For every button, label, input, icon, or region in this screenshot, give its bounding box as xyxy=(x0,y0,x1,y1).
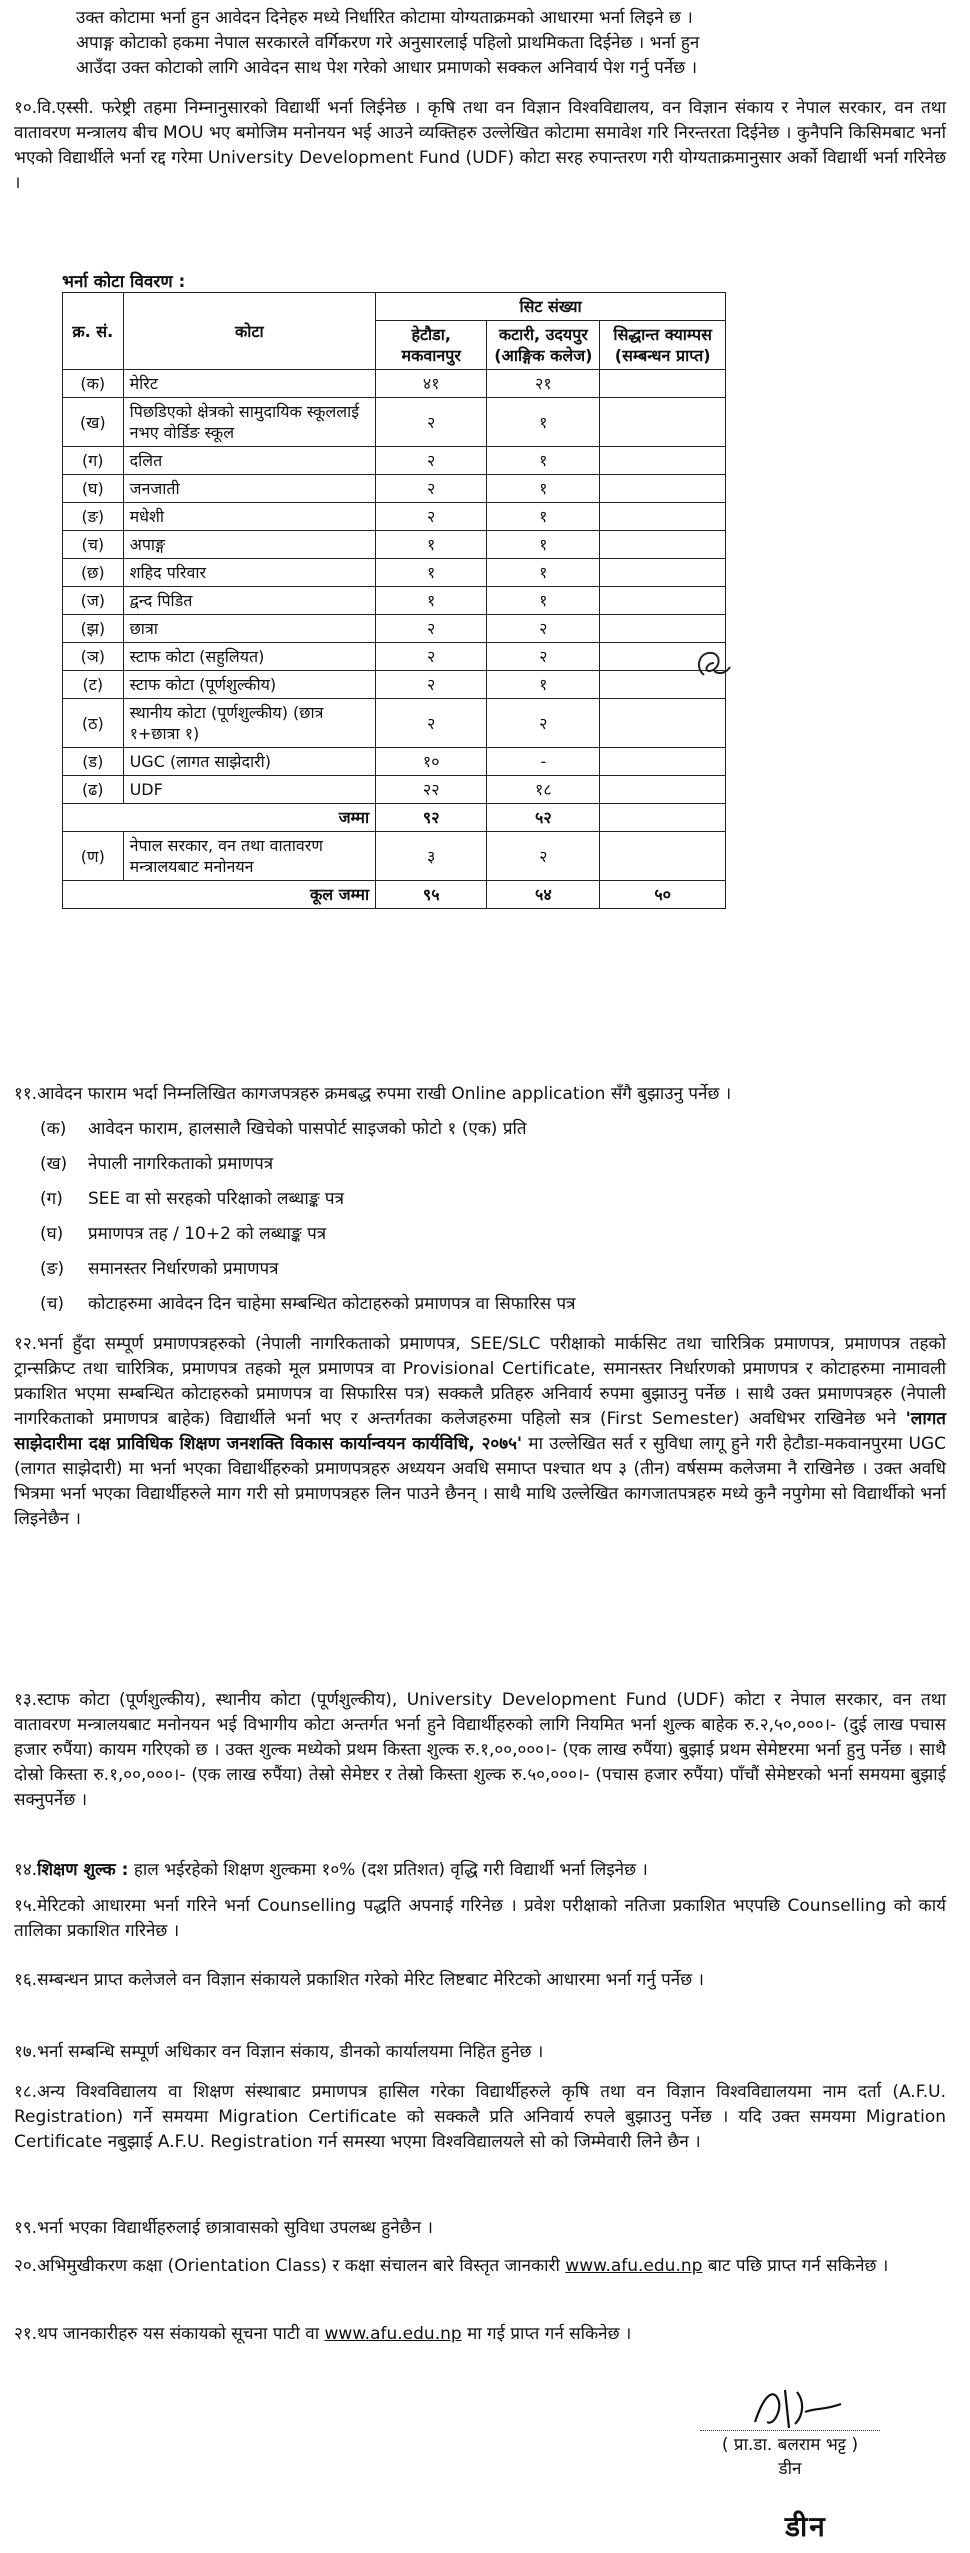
section-18 xyxy=(0,2080,970,2155)
section-19-text: भर्ना भएका विद्यार्थीहरुलाई छात्रावासको सुविधा उपलब्ध हुनेछैन । xyxy=(37,2218,433,2238)
row-katari: १ xyxy=(487,531,600,559)
row-sn: (घ) xyxy=(63,475,124,503)
extra-siddhanta xyxy=(600,832,726,881)
row-quota-name: स्टाफ कोटा (पूर्णशुल्कीय) xyxy=(123,671,376,699)
row-quota-name: मेरिट xyxy=(123,370,376,398)
section-19-number: १९. xyxy=(14,2218,38,2238)
list-item-label: (घ) xyxy=(40,1224,64,1244)
extra-hetauda: ३ xyxy=(376,832,487,881)
list-item-label: (ङ) xyxy=(40,1259,65,1279)
row-quota-name: जनजाती xyxy=(123,475,376,503)
row-sn: (ङ) xyxy=(63,503,124,531)
row-katari: १ xyxy=(487,503,600,531)
row-sn: (ट) xyxy=(63,671,124,699)
row-sn: (ठ) xyxy=(63,699,124,748)
section-10-text: वि.एस्सी. फरेष्ट्री तहमा निम्नानुसारको विद्यार्थी भर्ना लिईनेछ । कृषि तथा वन विज्ञान विश्वविद्यालय, वन विज्ञान संकाय र नेपाल सरकार, वन तथा वातावरण मन्त्रालय बीच MOU भए बमोजिम मनोनयन भई आउने व्यक्तिहरु उल्लेखित कोटामा समावेश गरि निरन्तरता दिईनेछ । कुनैपनि किसिमबाट भर्ना भएको विद्यार्थीले भर्ना रद्द गरेमा University Development Fund (UDF) कोटा सरह रुपान्तरण गरी योग्यताक्रमानुसार अर्को विद्यार्थी भर्ना गरिनेछ । xyxy=(14,98,946,193)
section-13 xyxy=(0,1688,970,1813)
section-11-text: आवेदन फाराम भर्दा निम्नलिखित कागजपत्रहरु क्रमबद्ध रुपमा राखी Online application सँगै बुझाउनु पर्नेछ । xyxy=(37,1084,732,1104)
row-quota-name: द्वन्द पिडित xyxy=(123,587,376,615)
section-15-text: मेरिटको आधारमा भर्ना गरिने भर्ना Counselling पद्धति अपनाई गरिनेछ । प्रवेश परीक्षाको नतिजा प्रकाशित भएपछि Counselling को कार्य तालिका प्रकाशित गरिनेछ । xyxy=(14,1896,946,1941)
list-item-label: (क) xyxy=(40,1119,67,1139)
signatory-name: ( प्रा.डा. बलराम भट्ट ) xyxy=(721,2435,859,2455)
section-16-number: १६. xyxy=(14,1970,38,1990)
section-11 xyxy=(0,1082,970,1327)
quota-extra-row xyxy=(63,832,726,881)
section-14-text: हाल भईरहेको शिक्षण शुल्कमा १०% (दश प्रतिशत) वृद्धि गरी विद्यार्थी भर्ना लिइनेछ । xyxy=(128,1860,648,1880)
header-hetauda: हेटौडा, मकवानपुर xyxy=(376,321,487,370)
row-sn: (क) xyxy=(63,370,124,398)
section-20-number: २०. xyxy=(14,2256,38,2276)
quota-subtotal-row xyxy=(63,804,726,832)
table-row xyxy=(63,503,726,531)
row-katari: २ xyxy=(487,615,600,643)
row-hetauda: २ xyxy=(376,699,487,748)
intro-paragraph xyxy=(0,6,970,81)
section-12-number: १२. xyxy=(14,1334,38,1354)
row-sn: (ड) xyxy=(63,748,124,776)
section-21-number: २१. xyxy=(14,2324,38,2344)
row-hetauda: १० xyxy=(376,748,487,776)
table-row xyxy=(63,699,726,748)
list-item-text: समानस्तर निर्धारणको प्रमाणपत्र xyxy=(88,1259,279,1279)
table-row xyxy=(63,447,726,475)
header-siddhanta: सिद्धान्त क्याम्पस (सम्बन्धन प्राप्त) xyxy=(600,321,726,370)
extra-katari: २ xyxy=(487,832,600,881)
table-row xyxy=(63,475,726,503)
row-hetauda: २ xyxy=(376,398,487,447)
list-item-text: नेपाली नागरिकताको प्रमाणपत्र xyxy=(88,1154,274,1174)
row-sn: (ज) xyxy=(63,587,124,615)
header-seats: सिट संख्या xyxy=(376,293,726,321)
row-katari: २ xyxy=(487,643,600,671)
table-row xyxy=(63,398,726,447)
row-katari: १ xyxy=(487,671,600,699)
row-siddhanta xyxy=(600,559,726,587)
section-21-text-b: मा गई प्राप्त गर्न सकिनेछ । xyxy=(461,2324,632,2344)
intro-line-2: अपाङ्ग कोटाको हकमा नेपाल सरकारले वर्गिकरण गरे अनुसारलाई पहिलो प्राथमिकता दिईनेछ । भर्ना हुन xyxy=(76,33,700,53)
quota-title: भर्ना कोटा विवरण : xyxy=(62,272,186,292)
list-item xyxy=(40,1187,970,1212)
list-item xyxy=(40,1222,970,1247)
quota-table-wrap xyxy=(0,292,726,909)
section-12-text-a: भर्ना हुँदा सम्पूर्ण प्रमाणपत्रहरुको (नेपाली नागरिकताको प्रमाणपत्र, SEE/SLC परीक्षाको मार्कसिट तथा चारित्रिक प्रमाणपत्र, प्रमाणपत्र तहको ट्रान्सक्रिप्ट तथा चारित्रिक, प्रमाणपत्र तहको मूल प्रमाणपत्र वा Provisional Certificate, समानस्तर निर्धारणको प्रमाणपत्र र कोटाहरुमा नामावली प्रकाशित भएमा सम्बन्धित कोटाहरुको प्रमाणपत्र वा सिफारिस पत्र) सक्कलै प्रतिहरु अनिवार्य रुपमा बुझाउनु पर्नेछ । साथै उक्त प्रमाणपत्रहरु (नेपाली नागरिकताको प्रमाणपत्र बाहेक) विद्यार्थीले भर्ना भए र अन्तर्गतका कलेजहरुमा पहिलो सत्र (First Semester) अवधिभर राखिनेछ भने xyxy=(14,1334,946,1429)
intro-line-3: आउँदा उक्त कोटाको लागि आवेदन साथ पेश गरेको आधार प्रमाणको सक्कल अनिवार्य पेश गर्नु पर्नेछ । xyxy=(76,58,698,78)
intro-line-1: उक्त कोटामा भर्ना हुन आवेदन दिनेहरु मध्ये निर्धारित कोटामा योग्यताक्रमको आधारमा भर्ना लिइने छ । xyxy=(76,8,693,28)
list-item-text: SEE वा सो सरहको परिक्षाको लब्धाङ्क पत्र xyxy=(88,1189,344,1209)
stamp-text: डीन xyxy=(785,2510,827,2543)
section-18-text: अन्य विश्वविद्यालय वा शिक्षण संस्थाबाट प्रमाणपत्र हासिल गरेका विद्यार्थीहरुले कृषि तथा वन विज्ञान विश्वविद्यालयमा नाम दर्ता (A.F.U. Registration) गर्ने समयमा Migration Certificate को सक्कलै प्रति अनिवार्य रुपले बुझाउनु पर्नेछ । यदि उक्त समयमा Migration Certificate नबुझाई A.F.U. Registration गर्न समस्या भएमा विश्वविद्यालयले सो को जिम्मेवारी लिने छैन । xyxy=(14,2082,946,2152)
list-item-label: (ख) xyxy=(40,1154,68,1174)
row-katari: १ xyxy=(487,447,600,475)
row-sn: (च) xyxy=(63,531,124,559)
row-sn: (ग) xyxy=(63,447,124,475)
row-siddhanta xyxy=(600,370,726,398)
list-item-text: प्रमाणपत्र तह / 10+2 को लब्धाङ्क पत्र xyxy=(88,1224,327,1244)
subtotal-hetauda: ९२ xyxy=(376,804,487,832)
row-hetauda: १ xyxy=(376,531,487,559)
table-row xyxy=(63,370,726,398)
table-row xyxy=(63,643,726,671)
row-katari: - xyxy=(487,748,600,776)
row-hetauda: २२ xyxy=(376,776,487,804)
section-14-label: शिक्षण शुल्क : xyxy=(37,1860,129,1880)
table-row xyxy=(63,615,726,643)
header-quota: कोटा xyxy=(123,293,376,370)
section-21-website-link[interactable]: www.afu.edu.np xyxy=(324,2324,462,2344)
total-katari: ५४ xyxy=(487,881,600,909)
section-16 xyxy=(0,1968,970,1993)
subtotal-label: जम्मा xyxy=(63,804,376,832)
row-quota-name: स्टाफ कोटा (सहुलियत) xyxy=(123,643,376,671)
quota-total-row xyxy=(63,881,726,909)
signatory-title: डीन xyxy=(778,2459,802,2479)
section-19 xyxy=(0,2216,970,2241)
row-hetauda: २ xyxy=(376,643,487,671)
row-hetauda: २ xyxy=(376,503,487,531)
list-item-text: कोटाहरुमा आवेदन दिन चाहेमा सम्बन्धित कोटाहरुको प्रमाणपत्र वा सिफारिस पत्र xyxy=(88,1294,576,1314)
section-12 xyxy=(0,1332,970,1532)
list-item xyxy=(40,1152,970,1177)
section-12-text-b: मा उल्लेखित सर्त र सुविधा लागू हुने गरी हेटौडा-मकवानपुरमा UGC (लागत साझेदारी) मा भर्ना भएका विद्यार्थीहरुको प्रमाणपत्रहरु अध्ययन अवधि समाप्त पश्चात थप ३ (तीन) वर्षसम्म कलेजमा नै राखिनेछ । उक्त अवधि भित्रमा भर्ना भएका विद्यार्थीहरुले माग गरी सो प्रमाणपत्रहरु लिन पाउने छैनन् । साथै माथि उल्लेखित कागजातपत्रहरु मध्ये कुनै नपुगेमा सो विद्यार्थीको भर्ना लिइनेछैन । xyxy=(14,1434,946,1529)
row-quota-name: अपाङ्ग xyxy=(123,531,376,559)
list-item xyxy=(40,1292,970,1317)
table-row xyxy=(63,531,726,559)
list-item-text: आवेदन फाराम, हालसालै खिचेको पासपोर्ट साइजको फोटो १ (एक) प्रति xyxy=(88,1119,527,1139)
row-katari: २ xyxy=(487,699,600,748)
section-13-number: १३. xyxy=(14,1690,38,1710)
section-10-number: १०. xyxy=(14,98,38,118)
quota-rows xyxy=(63,370,726,804)
header-sn: क्र. सं. xyxy=(63,293,124,370)
section-20-website-link[interactable]: www.afu.edu.np xyxy=(565,2256,703,2276)
row-quota-name: शहिद परिवार xyxy=(123,559,376,587)
row-siddhanta xyxy=(600,748,726,776)
list-item-label: (च) xyxy=(40,1294,65,1314)
table-row xyxy=(63,559,726,587)
row-sn: (छ) xyxy=(63,559,124,587)
section-12-bold-text: 'लागत साझेदारीमा दक्ष प्राविधिक शिक्षण जनशक्ति विकास कार्यान्वयन कार्यविधि, २०७५' xyxy=(14,1409,946,1454)
row-katari: १ xyxy=(487,398,600,447)
row-quota-name: छात्रा xyxy=(123,615,376,643)
document-list xyxy=(40,1117,970,1317)
section-16-text: सम्बन्धन प्राप्त कलेजले वन विज्ञान संकायले प्रकाशित गरेको मेरिट लिष्टबाट मेरिटको आधारमा भर्ना गर्नु पर्नेछ । xyxy=(37,1970,704,1990)
table-row xyxy=(63,776,726,804)
section-17 xyxy=(0,2040,970,2065)
table-row xyxy=(63,748,726,776)
list-item xyxy=(40,1257,970,1282)
row-quota-name: स्थानीय कोटा (पूर्णशुल्कीय) (छात्र १+छात्रा १) xyxy=(123,699,376,748)
section-17-text: भर्ना सम्बन्धि सम्पूर्ण अधिकार वन विज्ञान संकाय, डीनको कार्यालयमा निहित हुनेछ । xyxy=(37,2042,544,2062)
row-quota-name: पिछडिएको क्षेत्रको सामुदायिक स्कूललाई नभए वोर्डिङ स्कूल xyxy=(123,398,376,447)
section-15 xyxy=(0,1894,970,1944)
row-sn: (ढ) xyxy=(63,776,124,804)
row-hetauda: ४१ xyxy=(376,370,487,398)
signature-icon xyxy=(745,2382,855,2434)
row-siddhanta xyxy=(600,699,726,748)
row-hetauda: १ xyxy=(376,587,487,615)
section-20-text-a: अभिमुखीकरण कक्षा (Orientation Class) र कक्षा संचालन बारे विस्तृत जानकारी xyxy=(37,2256,566,2276)
list-item-label: (ग) xyxy=(40,1189,63,1209)
section-21-text-a: थप जानकारीहरु यस संकायको सूचना पाटी वा xyxy=(37,2324,325,2344)
row-siddhanta xyxy=(600,447,726,475)
row-quota-name: मधेशी xyxy=(123,503,376,531)
total-label: कूल जम्मा xyxy=(63,881,376,909)
row-siddhanta xyxy=(600,531,726,559)
section-14 xyxy=(0,1858,970,1883)
row-katari: १ xyxy=(487,587,600,615)
section-15-number: १५. xyxy=(14,1896,38,1916)
table-row xyxy=(63,587,726,615)
section-20-text-b: बाट पछि प्राप्त गर्न सकिनेछ । xyxy=(702,2256,889,2276)
row-siddhanta xyxy=(600,398,726,447)
row-siddhanta xyxy=(600,475,726,503)
section-20 xyxy=(0,2254,970,2279)
quota-table xyxy=(62,292,726,909)
subtotal-katari: ५२ xyxy=(487,804,600,832)
section-10 xyxy=(0,96,970,196)
section-13-text: स्टाफ कोटा (पूर्णशुल्कीय), स्थानीय कोटा (पूर्णशुल्कीय), University Development Fund (UDF) कोटा र नेपाल सरकार, वन तथा वातावरण मन्त्रालयबाट मनोनयन भई विभागीय कोटा अन्तर्गत भर्ना हुने विद्यार्थीहरुको लागि नियमित भर्ना शुल्क बाहेक रु.२,५०,०००।- (दुई लाख पचास हजार रुपैंया) कायम गरिएको छ । उक्त शुल्क मध्येको प्रथम किस्ता शुल्क रु.१,००,०००।- (एक लाख रुपैंया) बुझाई प्रथम सेमेष्टरमा भर्ना हुनु पर्नेछ । साथै दोस्रो किस्ता रु.१,००,०००।- (एक लाख रुपैंया) तेस्रो सेमेष्टर र तेस्रो किस्ता शुल्क रु.५०,०००।- (पचास हजार रुपैंया) पाँचौं सेमेष्टरको भर्ना समयमा बुझाई सक्नुपर्नेछ । xyxy=(14,1690,946,1810)
quota-header-row xyxy=(63,293,726,321)
signatory-block xyxy=(700,2430,880,2481)
handwritten-mark-icon xyxy=(690,645,734,685)
row-hetauda: २ xyxy=(376,475,487,503)
section-14-number: १४. xyxy=(14,1860,38,1880)
row-sn: (झ) xyxy=(63,615,124,643)
section-21 xyxy=(0,2322,970,2347)
section-17-number: १७. xyxy=(14,2042,38,2062)
row-katari: २१ xyxy=(487,370,600,398)
row-quota-name: UGC (लागत साझेदारी) xyxy=(123,748,376,776)
row-sn: (ख) xyxy=(63,398,124,447)
row-katari: १ xyxy=(487,559,600,587)
section-18-number: १८. xyxy=(14,2082,38,2102)
section-11-number: ११. xyxy=(14,1084,38,1104)
row-siddhanta xyxy=(600,615,726,643)
table-row xyxy=(63,671,726,699)
row-sn: (ञ) xyxy=(63,643,124,671)
total-siddhanta: ५० xyxy=(600,881,726,909)
extra-name: नेपाल सरकार, वन तथा वातावरण मन्त्रालयबाट मनोनयन xyxy=(123,832,376,881)
extra-sn: (ण) xyxy=(63,832,124,881)
row-quota-name: दलित xyxy=(123,447,376,475)
header-katari: कटारी, उदयपुर (आङ्गिक कलेज) xyxy=(487,321,600,370)
row-hetauda: १ xyxy=(376,559,487,587)
row-siddhanta xyxy=(600,776,726,804)
list-item xyxy=(40,1117,970,1142)
row-siddhanta xyxy=(600,587,726,615)
row-hetauda: २ xyxy=(376,671,487,699)
total-hetauda: ९५ xyxy=(376,881,487,909)
subtotal-siddhanta xyxy=(600,804,726,832)
row-katari: १ xyxy=(487,475,600,503)
row-quota-name: UDF xyxy=(123,776,376,804)
row-hetauda: २ xyxy=(376,447,487,475)
row-katari: १८ xyxy=(487,776,600,804)
row-hetauda: २ xyxy=(376,615,487,643)
row-siddhanta xyxy=(600,503,726,531)
